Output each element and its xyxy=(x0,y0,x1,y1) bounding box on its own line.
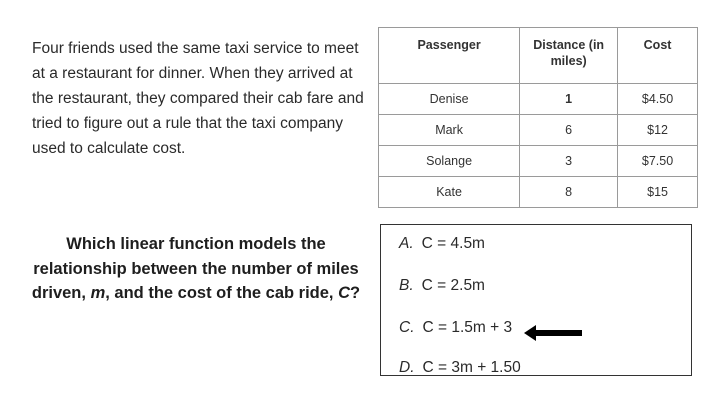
passenger-cell: Mark xyxy=(379,115,520,146)
answer-choices-box xyxy=(380,224,692,376)
taxi-fare-table xyxy=(378,27,698,208)
variable-m: m xyxy=(90,284,106,302)
header-cost: Cost xyxy=(618,28,698,84)
question-part-3: ? xyxy=(350,284,361,302)
distance-cell: 1 xyxy=(520,84,618,115)
passenger-cell: Solange xyxy=(379,146,520,177)
choice-letter: C. xyxy=(399,319,415,336)
passenger-cell: Denise xyxy=(379,84,520,115)
choice-c[interactable] xyxy=(399,319,512,337)
choice-text: C = 2.5m xyxy=(421,277,485,294)
choice-text: C = 4.5m xyxy=(421,235,485,252)
variable-c: C xyxy=(338,284,351,302)
choice-b[interactable] xyxy=(399,277,485,295)
choice-letter: D. xyxy=(399,359,415,376)
distance-cell: 8 xyxy=(520,177,618,208)
table-row xyxy=(379,84,698,115)
choice-text: C = 3m + 1.50 xyxy=(422,359,521,376)
question-part-2: , and the cost of the cab ride, xyxy=(105,284,339,302)
cost-cell: $15 xyxy=(618,177,698,208)
choice-letter: B. xyxy=(399,277,414,294)
table-header-row xyxy=(379,28,698,84)
choice-letter: A. xyxy=(399,235,414,252)
passenger-cell: Kate xyxy=(379,177,520,208)
question-part-1: Which linear function models the relationship between the number of miles driven, xyxy=(31,235,359,302)
choice-a[interactable] xyxy=(399,235,485,253)
table-row xyxy=(379,146,698,177)
cost-cell: $7.50 xyxy=(618,146,698,177)
distance-cell: 6 xyxy=(520,115,618,146)
cost-cell: $12 xyxy=(618,115,698,146)
table-row xyxy=(379,115,698,146)
left-arrow-icon xyxy=(524,325,584,341)
distance-cell: 3 xyxy=(520,146,618,177)
header-distance: Distance (in miles) xyxy=(520,28,618,84)
choice-d[interactable] xyxy=(399,359,521,377)
header-passenger: Passenger xyxy=(379,28,520,84)
question-text xyxy=(28,232,364,306)
cost-cell: $4.50 xyxy=(618,84,698,115)
problem-prompt: Four friends used the same taxi service to meet at a restaurant for dinner. When they arrived at the restaurant, they compared their cab fare and tried to figure out a rule that the taxi company used to calculate cost. xyxy=(32,40,364,157)
table-row xyxy=(379,177,698,208)
choice-text: C = 1.5m + 3 xyxy=(422,319,513,336)
